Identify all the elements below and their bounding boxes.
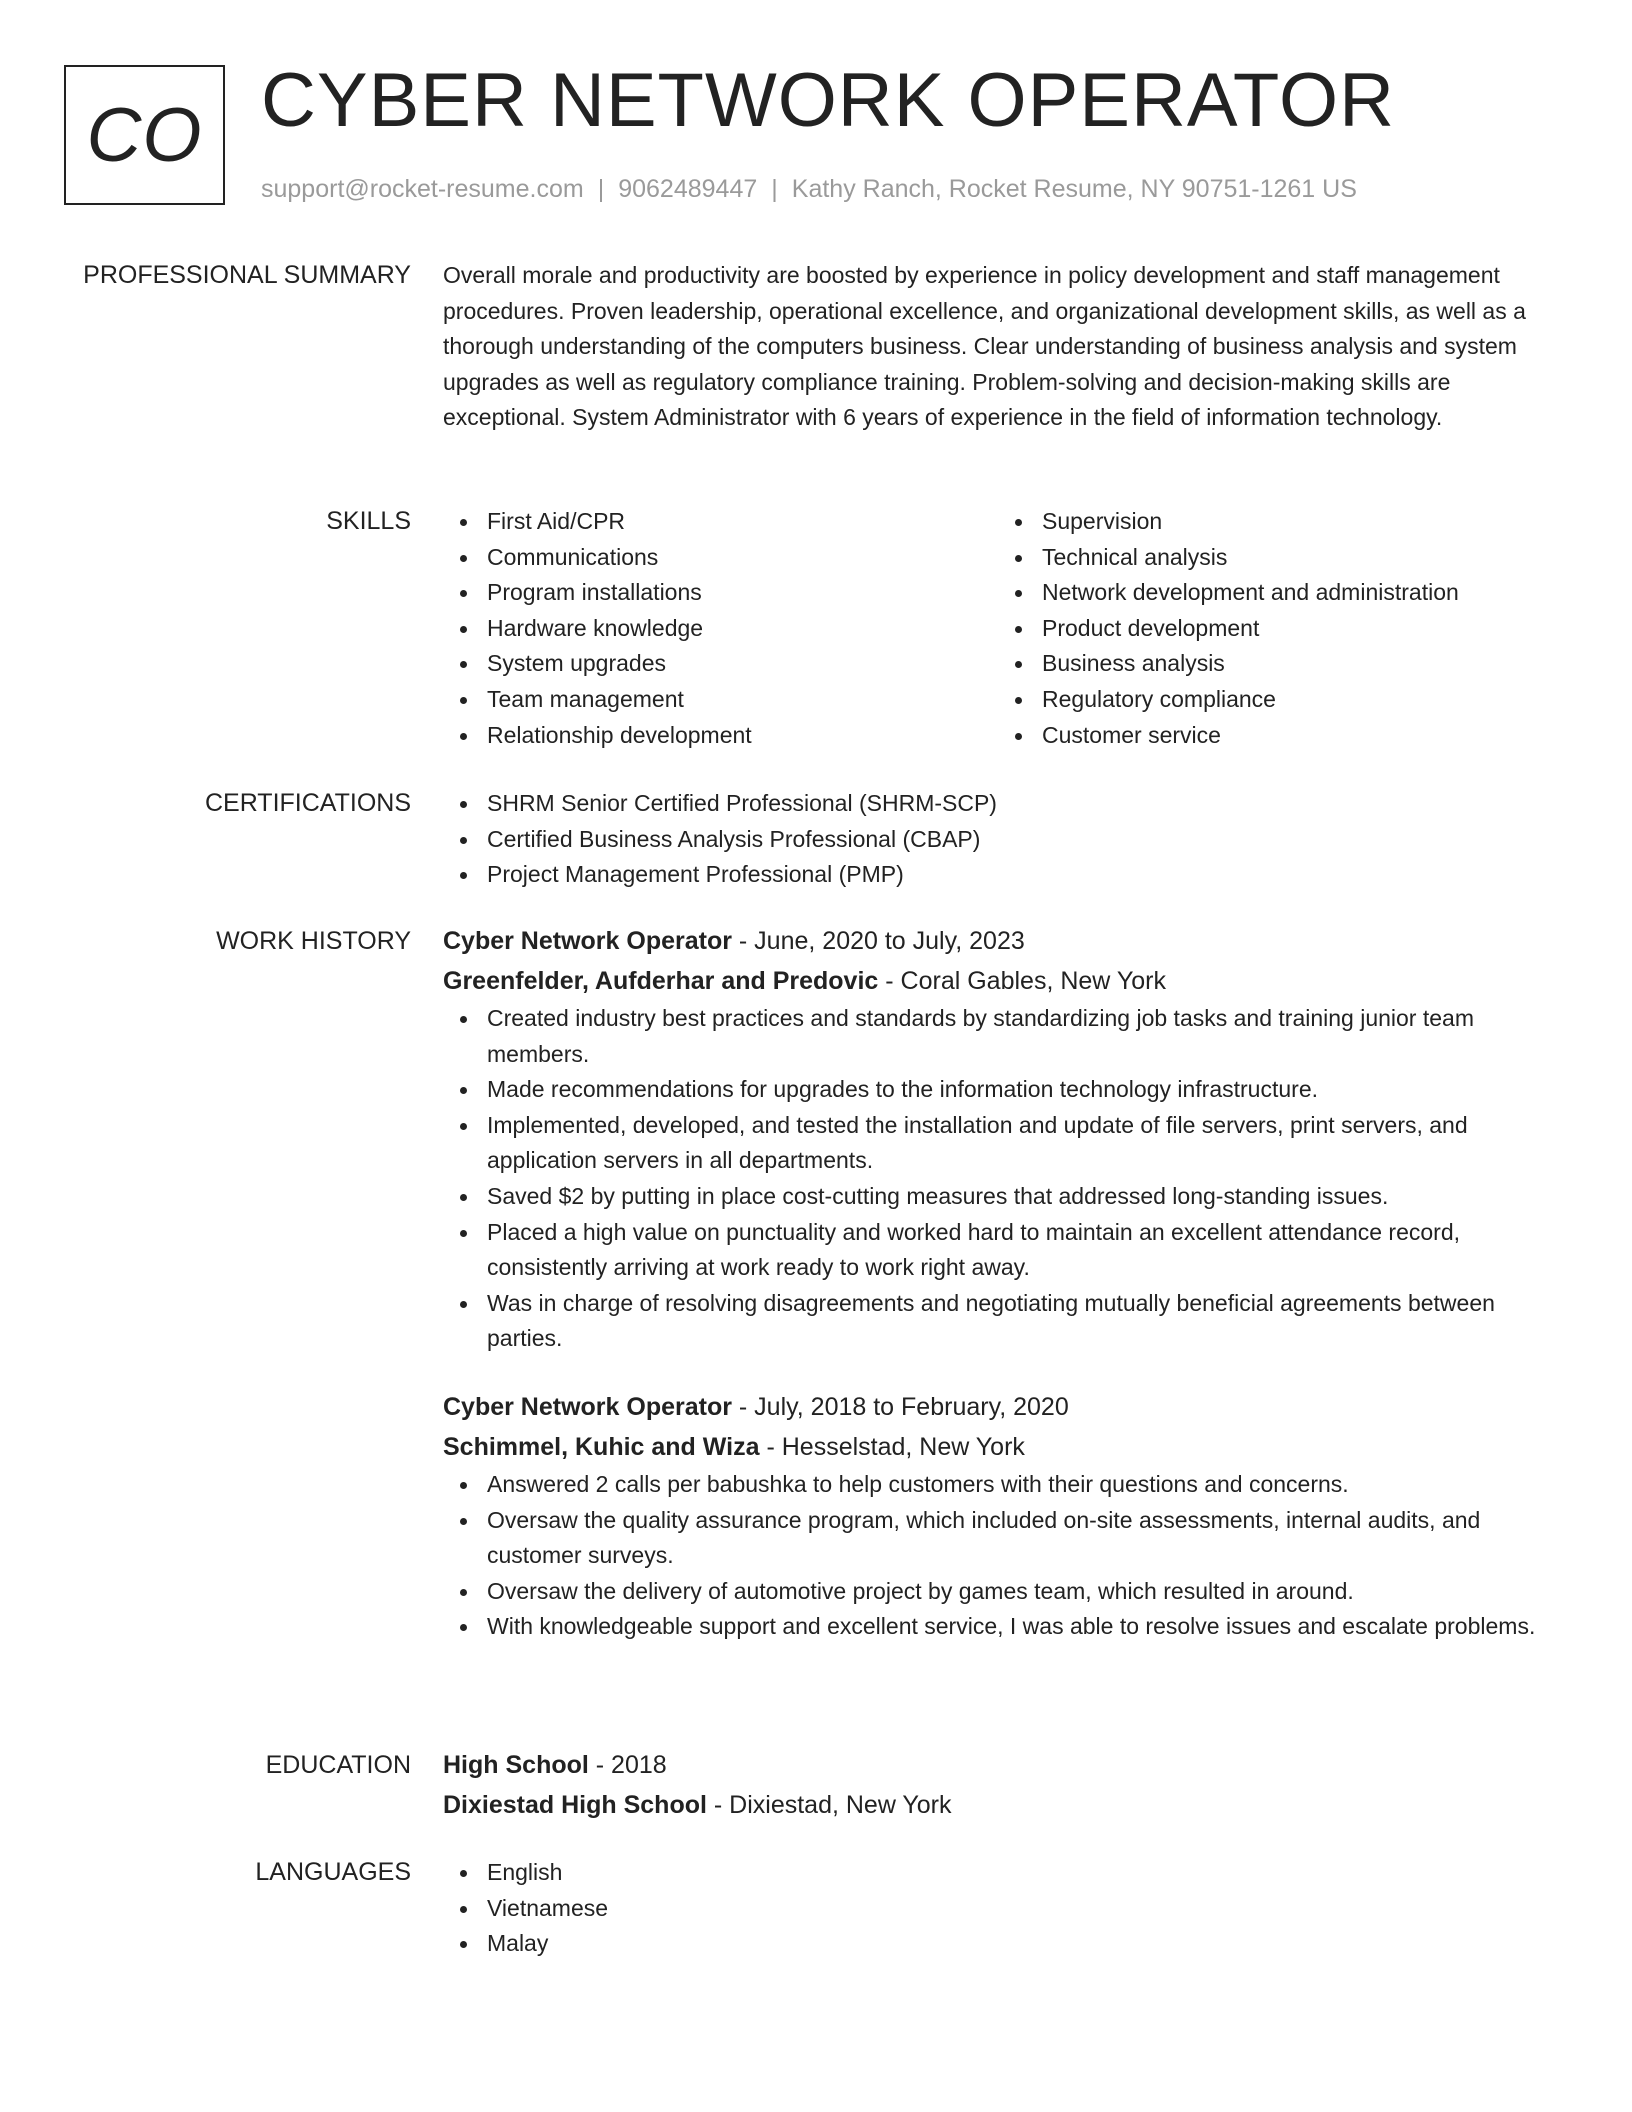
skill-item: Product development [1042, 611, 1553, 647]
job-dates: - July, 2018 to February, 2020 [731, 1392, 1069, 1421]
certification-item: Certified Business Analysis Professional (CBAP) [487, 822, 1553, 858]
certification-item: SHRM Senior Certified Professional (SHRM-SCP) [487, 786, 1553, 822]
contact-line [261, 172, 1357, 206]
language-item: Malay [487, 1926, 1553, 1962]
skill-item: Team management [487, 682, 998, 718]
job-entry [443, 921, 1553, 1357]
skill-item: Supervision [1042, 504, 1553, 540]
work-history-heading: WORK HISTORY [216, 927, 411, 955]
job-title-line [443, 921, 1553, 961]
education-degree-line [443, 1745, 1553, 1785]
skill-item: Relationship development [487, 718, 998, 754]
education-degree: High School [443, 1751, 589, 1779]
job-bullet: Answered 2 calls per babushka to help customers with their questions and concerns. [487, 1467, 1553, 1503]
skill-item: Technical analysis [1042, 540, 1553, 576]
skill-item: Hardware knowledge [487, 611, 998, 647]
contact-separator: | [771, 175, 778, 203]
certifications-list [443, 786, 1553, 893]
job-company-line [443, 961, 1553, 1001]
languages-list [443, 1855, 1553, 1962]
education-year: - 2018 [588, 1751, 667, 1779]
skill-item: Network development and administration [1042, 575, 1553, 611]
job-company-line [443, 1427, 1553, 1467]
job-bullet: Placed a high value on punctuality and worked hard to maintain an excellent attendance record, consistently arriving at work ready to work right away. [487, 1215, 1553, 1286]
job-bullet: Was in charge of resolving disagreements and negotiating mutually beneficial agreements between parties. [487, 1286, 1553, 1357]
job-bullet: Implemented, developed, and tested the installation and update of file servers, print servers, and application servers in all departments. [487, 1108, 1553, 1179]
summary-text: Overall morale and productivity are boosted by experience in policy development and staff management procedures. Proven leadership, operational excellence, and organizational development skills, as well as a thorough understanding of the computers business. Clear understanding of business analysis and system upgrades as well as regulatory compliance training. Problem-solving and decision-making skills are exceptional. System Administrator with 6 years of experience in the field of information technology. [443, 262, 1526, 431]
education-heading: EDUCATION [265, 1751, 411, 1779]
job-location: - Coral Gables, New York [878, 967, 1166, 995]
job-bullet: Created industry best practices and standards by standardizing job tasks and training junior team members. [487, 1001, 1553, 1072]
skill-item: First Aid/CPR [487, 504, 998, 540]
certification-item: Project Management Professional (PMP) [487, 857, 1553, 893]
skill-item: Regulatory compliance [1042, 682, 1553, 718]
skill-item: Customer service [1042, 718, 1553, 754]
skill-item: Communications [487, 540, 998, 576]
contact-email: support@rocket-resume.com [261, 175, 584, 203]
language-item: Vietnamese [487, 1891, 1553, 1927]
job-bullet: Oversaw the delivery of automotive project by games team, which resulted in around. [487, 1574, 1553, 1610]
summary-heading: PROFESSIONAL SUMMARY [83, 261, 411, 289]
job-bullet: Oversaw the quality assurance program, which included on-site assessments, internal audits, and customer surveys. [487, 1503, 1553, 1574]
language-item: English [487, 1855, 1553, 1891]
job-bullet: Made recommendations for upgrades to the information technology infrastructure. [487, 1072, 1553, 1108]
skill-item: System upgrades [487, 646, 998, 682]
skills-list-right [998, 504, 1553, 753]
education-school-line [443, 1785, 1553, 1825]
education-location: - Dixiestad, New York [706, 1791, 952, 1819]
job-bullet: With knowledgeable support and excellent service, I was able to resolve issues and escalate problems. [487, 1609, 1553, 1645]
job-title-line [443, 1387, 1553, 1427]
skills-heading: SKILLS [326, 507, 411, 535]
monogram-logo [64, 65, 225, 205]
contact-phone: 9062489447 [618, 175, 758, 203]
job-dates: - June, 2020 to July, 2023 [731, 927, 1025, 955]
job-bullets [443, 1467, 1553, 1645]
skills-list-left [443, 504, 998, 753]
skill-item: Business analysis [1042, 646, 1553, 682]
skill-item: Program installations [487, 575, 998, 611]
job-title: Cyber Network Operator [443, 927, 732, 955]
monogram-text: CO [86, 92, 203, 178]
education-school: Dixiestad High School [443, 1791, 707, 1819]
job-entry [443, 1387, 1553, 1645]
contact-separator: | [597, 175, 605, 203]
job-company: Schimmel, Kuhic and Wiza [443, 1432, 760, 1461]
contact-address: Kathy Ranch, Rocket Resume, NY 90751-1261 US [791, 175, 1357, 203]
job-title: Cyber Network Operator [443, 1392, 732, 1421]
job-bullets [443, 1001, 1553, 1357]
job-bullet: Saved $2 by putting in place cost-cutting measures that addressed long-standing issues. [487, 1179, 1553, 1215]
job-location: - Hesselstad, New York [759, 1432, 1025, 1461]
job-company: Greenfelder, Aufderhar and Predovic [443, 967, 879, 995]
certifications-heading: CERTIFICATIONS [204, 789, 411, 817]
resume-name: CYBER NETWORK OPERATOR [261, 58, 1395, 143]
languages-heading: LANGUAGES [255, 1858, 411, 1886]
